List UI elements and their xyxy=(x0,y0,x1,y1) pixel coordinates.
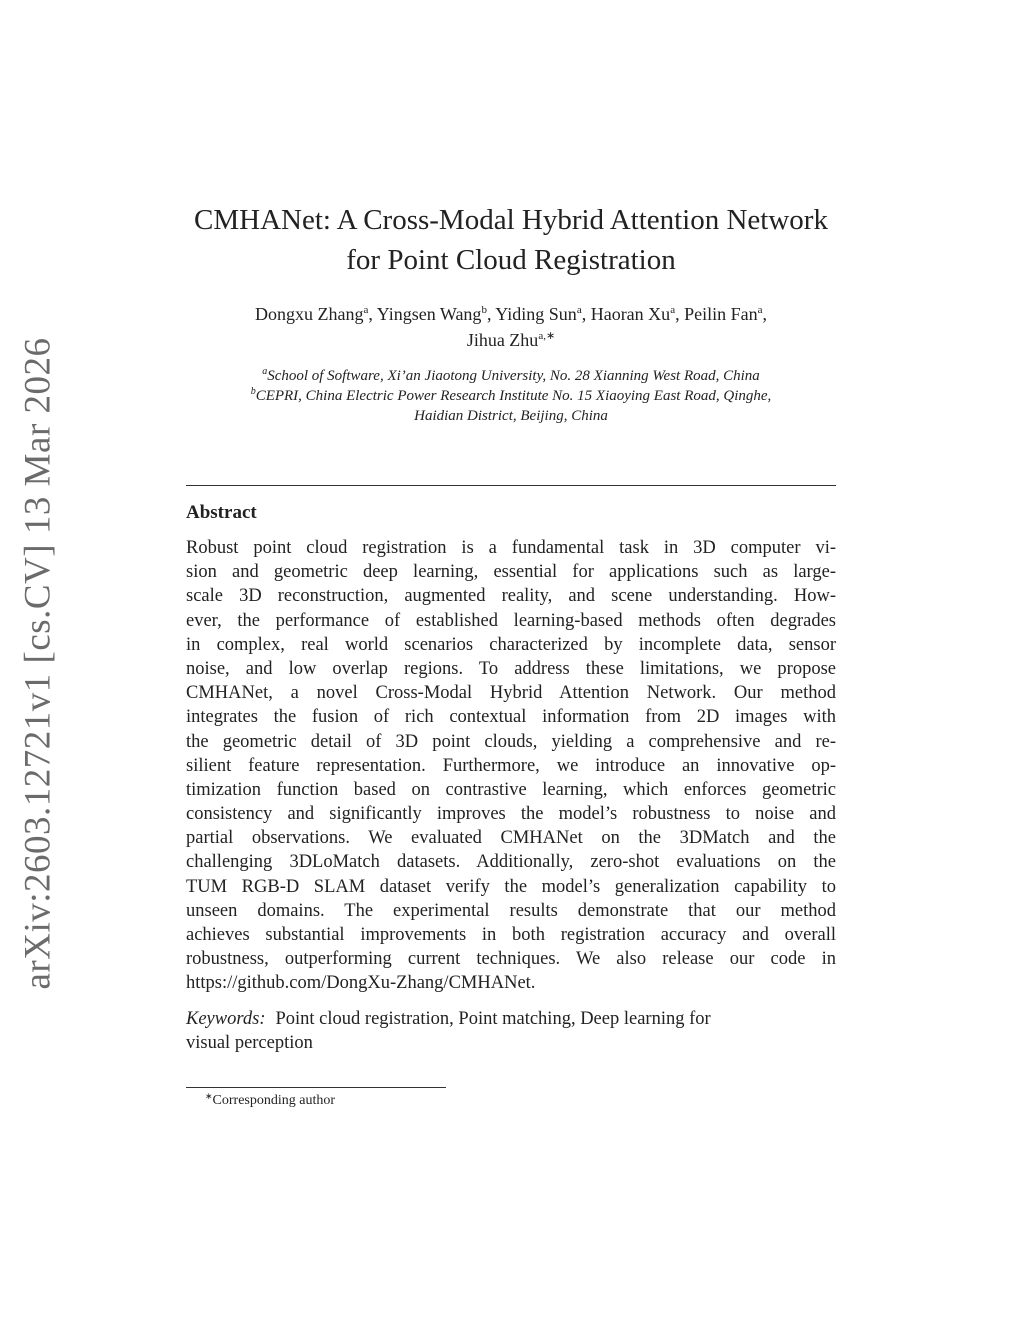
keywords-text-continued: visual perception xyxy=(186,1033,313,1053)
title-abstract-divider xyxy=(186,485,836,486)
author-name: Dongxu Zhang xyxy=(255,304,364,324)
abstract-line: partial observations. We evaluated CMHANet on the 3DMatch and the xyxy=(186,828,836,849)
abstract-line: robustness, outperforming current techniques. We also release our code in xyxy=(186,949,836,970)
abstract-body xyxy=(186,536,836,996)
abstract-line: scale 3D reconstruction, augmented reality, and scene understanding. How- xyxy=(186,586,836,607)
paper-title xyxy=(186,200,836,280)
abstract-line: ever, the performance of established learning-based methods often degrades xyxy=(186,610,836,631)
paper-title-line-2: for Point Cloud Registration xyxy=(346,244,676,276)
author-separator: , xyxy=(581,304,591,324)
arxiv-identifier: arXiv:2603.12721v1 [cs.CV] 13 Mar 2026 xyxy=(17,336,59,990)
author-separator: , xyxy=(368,304,377,324)
abstract-line: consistency and significantly improves the model’s robustness to noise and xyxy=(186,804,836,825)
author xyxy=(377,304,496,324)
author xyxy=(591,304,684,324)
author-name: Peilin Fan xyxy=(684,304,758,324)
author xyxy=(684,304,767,324)
abstract-line: Robust point cloud registration is a fundamental task in 3D computer vi- xyxy=(186,538,836,558)
author-affiliation-mark: a xyxy=(576,304,582,316)
author-name: Jihua Zhu xyxy=(466,330,539,350)
abstract-line: in complex, real world scenarios characterized by incomplete data, sensor xyxy=(186,634,836,655)
affiliation-b-mark: b xyxy=(250,386,256,397)
abstract-line: challenging 3DLoMatch datasets. Additionally, zero-shot evaluations on the xyxy=(186,852,836,873)
author-separator: , xyxy=(675,304,685,324)
affiliation-a xyxy=(186,366,836,386)
author-separator: , xyxy=(486,304,496,324)
footnote-divider xyxy=(186,1087,446,1088)
abstract-line: achieves substantial improvements in both registration accuracy and overall xyxy=(186,925,836,945)
affiliation-b-continued: Haidian District, Beijing, China xyxy=(414,408,608,424)
keywords xyxy=(186,1007,836,1055)
affiliation-b xyxy=(186,386,836,406)
author-affiliation-mark: b xyxy=(481,304,487,316)
author-separator: , xyxy=(762,304,767,324)
abstract-line: CMHANet, a novel Cross-Modal Hybrid Attention Network. Our method xyxy=(186,683,836,704)
abstract-line: timization function based on contrastive learning, which enforces geometric xyxy=(186,779,836,800)
abstract-line: unseen domains. The experimental results demonstrate that our method xyxy=(186,900,836,921)
author-name: Yingsen Wang xyxy=(376,304,482,324)
author-line-2 xyxy=(186,327,836,353)
abstract-line: integrates the fusion of rich contextual information from 2D images with xyxy=(186,707,836,728)
affiliation-b-text: CEPRI, China Electric Power Research Institute No. 15 Xiaoying East Road, Qinghe, xyxy=(255,388,772,404)
author xyxy=(467,330,555,350)
author-affiliation-mark: a,∗ xyxy=(538,330,556,342)
abstract-line: TUM RGB-D SLAM dataset verify the model’s generalization capability to xyxy=(186,876,836,897)
footnote-text: Corresponding author xyxy=(212,1093,336,1108)
affiliations xyxy=(186,366,836,426)
affiliation-a-mark: a xyxy=(262,366,268,377)
abstract-line: noise, and low overlap regions. To address these limitations, we propose xyxy=(186,658,836,679)
author xyxy=(495,304,590,324)
abstract-line: sion and geometric deep learning, essential for applications such as large- xyxy=(186,562,836,583)
arxiv-side-stamp xyxy=(8,336,68,990)
paper-title-line-1: CMHANet: A Cross-Modal Hybrid Attention Network xyxy=(194,204,828,236)
author-affiliation-mark: a xyxy=(670,304,676,316)
author-affiliation-mark: a xyxy=(757,304,763,316)
footnote-mark: ∗ xyxy=(205,1091,213,1101)
author xyxy=(255,304,377,324)
affiliation-a-text: School of Software, Xi’an Jiaotong University, No. 28 Xianning West Road, China xyxy=(267,368,760,384)
keywords-label: Keywords: xyxy=(186,1009,266,1029)
author-name: Yiding Sun xyxy=(495,304,577,324)
author-name: Haoran Xu xyxy=(590,304,671,324)
author-line-1 xyxy=(186,301,836,327)
keywords-text: Point cloud registration, Point matching, Deep learning for xyxy=(275,1009,711,1029)
abstract-heading: Abstract xyxy=(186,502,257,523)
abstract-line: silient feature representation. Furthermore, we introduce an innovative op- xyxy=(186,755,836,776)
abstract-line: https://github.com/DongXu-Zhang/CMHANet. xyxy=(186,973,536,994)
author-list xyxy=(186,301,836,353)
author-affiliation-mark: a xyxy=(363,304,369,316)
abstract-line: the geometric detail of 3D point clouds, yielding a comprehensive and re- xyxy=(186,731,836,752)
footnote xyxy=(205,1093,335,1109)
